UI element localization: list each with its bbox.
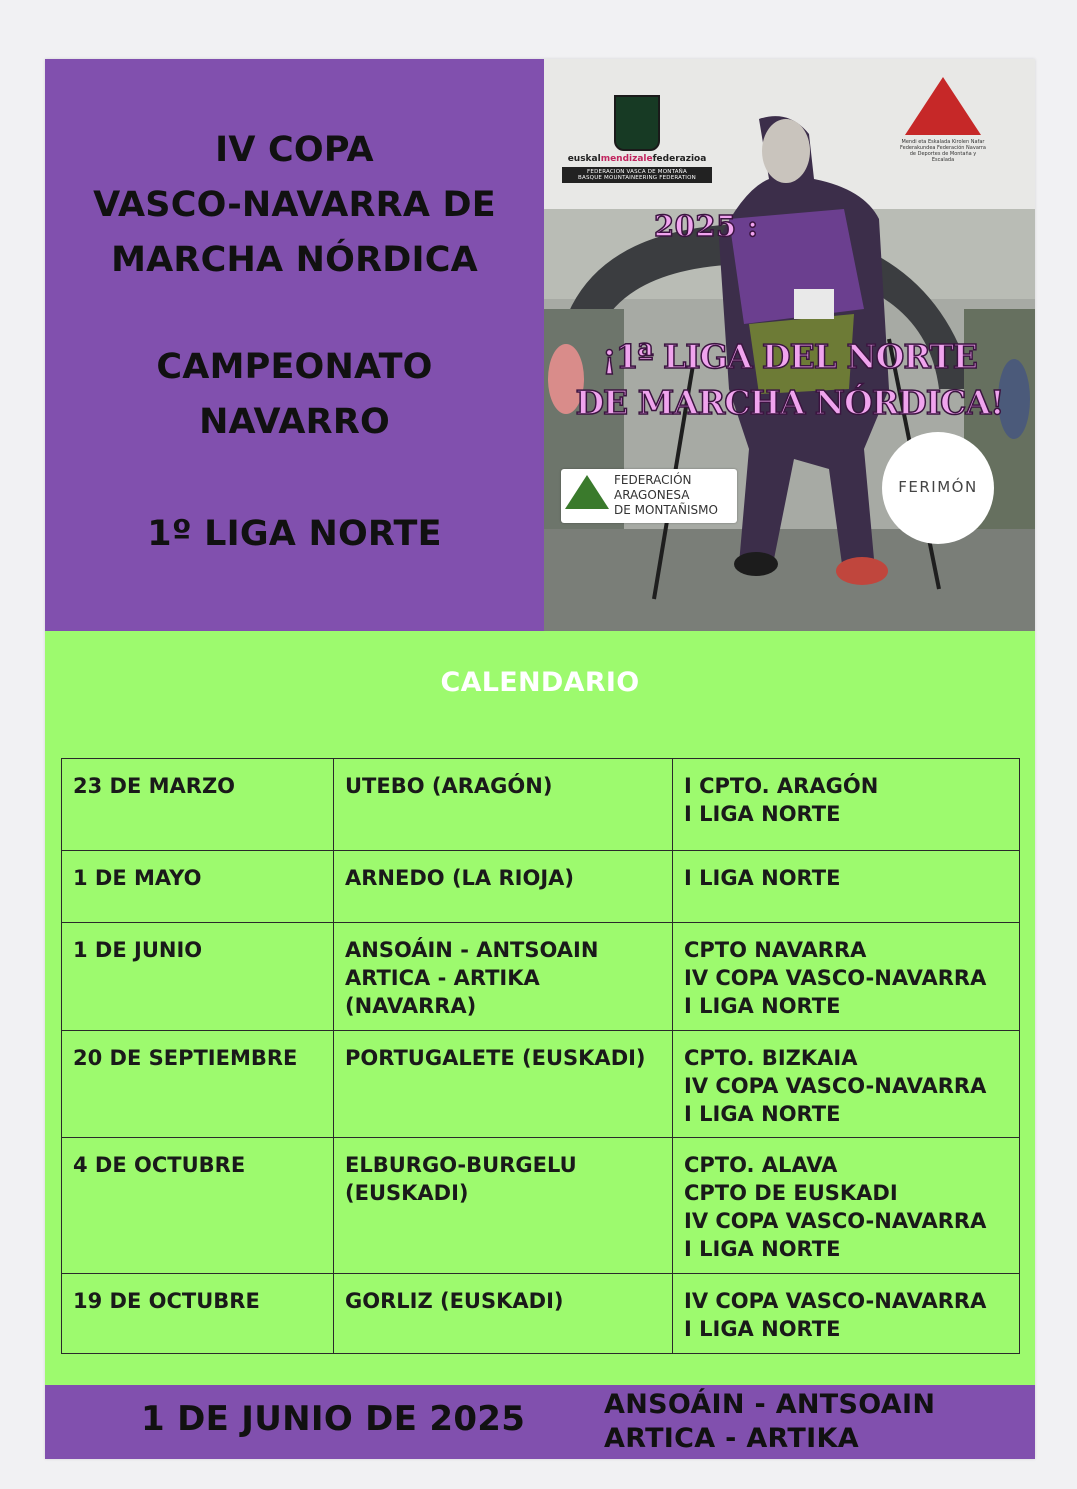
subtitle-line-2: NAVARRO (199, 402, 390, 442)
table-row (62, 851, 1020, 923)
ferimon-text: FERIMÓN (898, 478, 978, 496)
emf-sub1: FEDERACION VASCA DE MONTAÑA (587, 169, 687, 175)
fam-logo (561, 469, 737, 523)
emf-name-a: euskal (567, 154, 601, 164)
event-competitions: I LIGA NORTE (673, 851, 1020, 923)
flyer (45, 59, 1035, 1459)
ferimon-logo (882, 432, 994, 544)
emf-sub2: BASQUE MOUNTAINEERING FEDERATION (578, 175, 696, 181)
league-line: 1º LIGA NORTE (147, 514, 442, 554)
event-place: PORTUGALETE (EUSKADI) (334, 1031, 673, 1138)
footer-banner (45, 1385, 1035, 1459)
emf-name-b: mendizale (600, 154, 653, 164)
calendar-title: CALENDARIO (440, 667, 640, 698)
event-place: GORLIZ (EUSKADI) (334, 1274, 673, 1354)
event-competitions: CPTO. ALAVA CPTO DE EUSKADI IV COPA VASCO-NAVARRA I LIGA NORTE (673, 1138, 1020, 1274)
poster-year: 2025 : (654, 209, 759, 243)
event-place: UTEBO (ARAGÓN) (334, 759, 673, 851)
emf-name-c: federazioa (652, 154, 707, 164)
title-line-3: MARCHA NÓRDICA (111, 240, 478, 280)
table-row (62, 923, 1020, 1031)
table-row (62, 1274, 1020, 1354)
emf-logo (562, 95, 712, 183)
event-competitions: I CPTO. ARAGÓN I LIGA NORTE (673, 759, 1020, 851)
title-panel (45, 59, 544, 631)
table-row (62, 759, 1020, 851)
event-place: ELBURGO-BURGELU (EUSKADI) (334, 1138, 673, 1274)
poster-headline (544, 334, 1035, 426)
subtitle-line-1: CAMPEONATO (156, 347, 433, 387)
emf-name (562, 154, 712, 164)
fam-line-3: DE MONTAÑISMO (614, 503, 718, 517)
poster-headline-line-1: ¡1ª LIGA DEL NORTE (602, 337, 977, 376)
event-date: 19 DE OCTUBRE (62, 1274, 334, 1354)
table-row (62, 1031, 1020, 1138)
title-line-1: IV COPA (215, 130, 374, 170)
event-competitions: IV COPA VASCO-NAVARRA I LIGA NORTE (673, 1274, 1020, 1354)
event-place: ARNEDO (LA RIOJA) (334, 851, 673, 923)
footer-date: 1 DE JUNIO DE 2025 (141, 1399, 526, 1439)
event-date: 1 DE MAYO (62, 851, 334, 923)
footer-place: ANSOÁIN - ANTSOAIN ARTICA - ARTIKA (604, 1389, 936, 1454)
fnm-caption: Mendi eta Eskalada Kirolen Nafar Federakundea Federación Navarra de Deportes de Montaña y Escalada (900, 139, 986, 163)
top-section (45, 59, 1035, 631)
table-row (62, 1138, 1020, 1274)
fam-text (614, 473, 718, 518)
event-competitions: CPTO NAVARRA IV COPA VASCO-NAVARRA I LIGA NORTE (673, 923, 1020, 1031)
fam-mountain-icon (565, 475, 609, 509)
calendar-table (61, 758, 1020, 1354)
event-competitions: CPTO. BIZKAIA IV COPA VASCO-NAVARRA I LIGA NORTE (673, 1031, 1020, 1138)
fnm-mountain-icon (905, 77, 981, 135)
event-date: 4 DE OCTUBRE (62, 1138, 334, 1274)
event-date: 20 DE SEPTIEMBRE (62, 1031, 334, 1138)
calendar-section (45, 631, 1035, 1385)
emf-shield-icon (614, 95, 660, 151)
event-place: ANSOÁIN - ANTSOAIN ARTICA - ARTIKA (NAVARRA) (334, 923, 673, 1031)
fnm-logo (899, 77, 987, 163)
poster-image (544, 59, 1035, 631)
poster-headline-line-2: DE MARCHA NÓRDICA! (575, 383, 1004, 422)
fam-line-2: ARAGONESA (614, 488, 690, 502)
event-date: 1 DE JUNIO (62, 923, 334, 1031)
event-date: 23 DE MARZO (62, 759, 334, 851)
title-line-2: VASCO-NAVARRA DE (93, 185, 496, 225)
emf-subtitle (562, 167, 712, 183)
fam-line-1: FEDERACIÓN (614, 473, 692, 487)
